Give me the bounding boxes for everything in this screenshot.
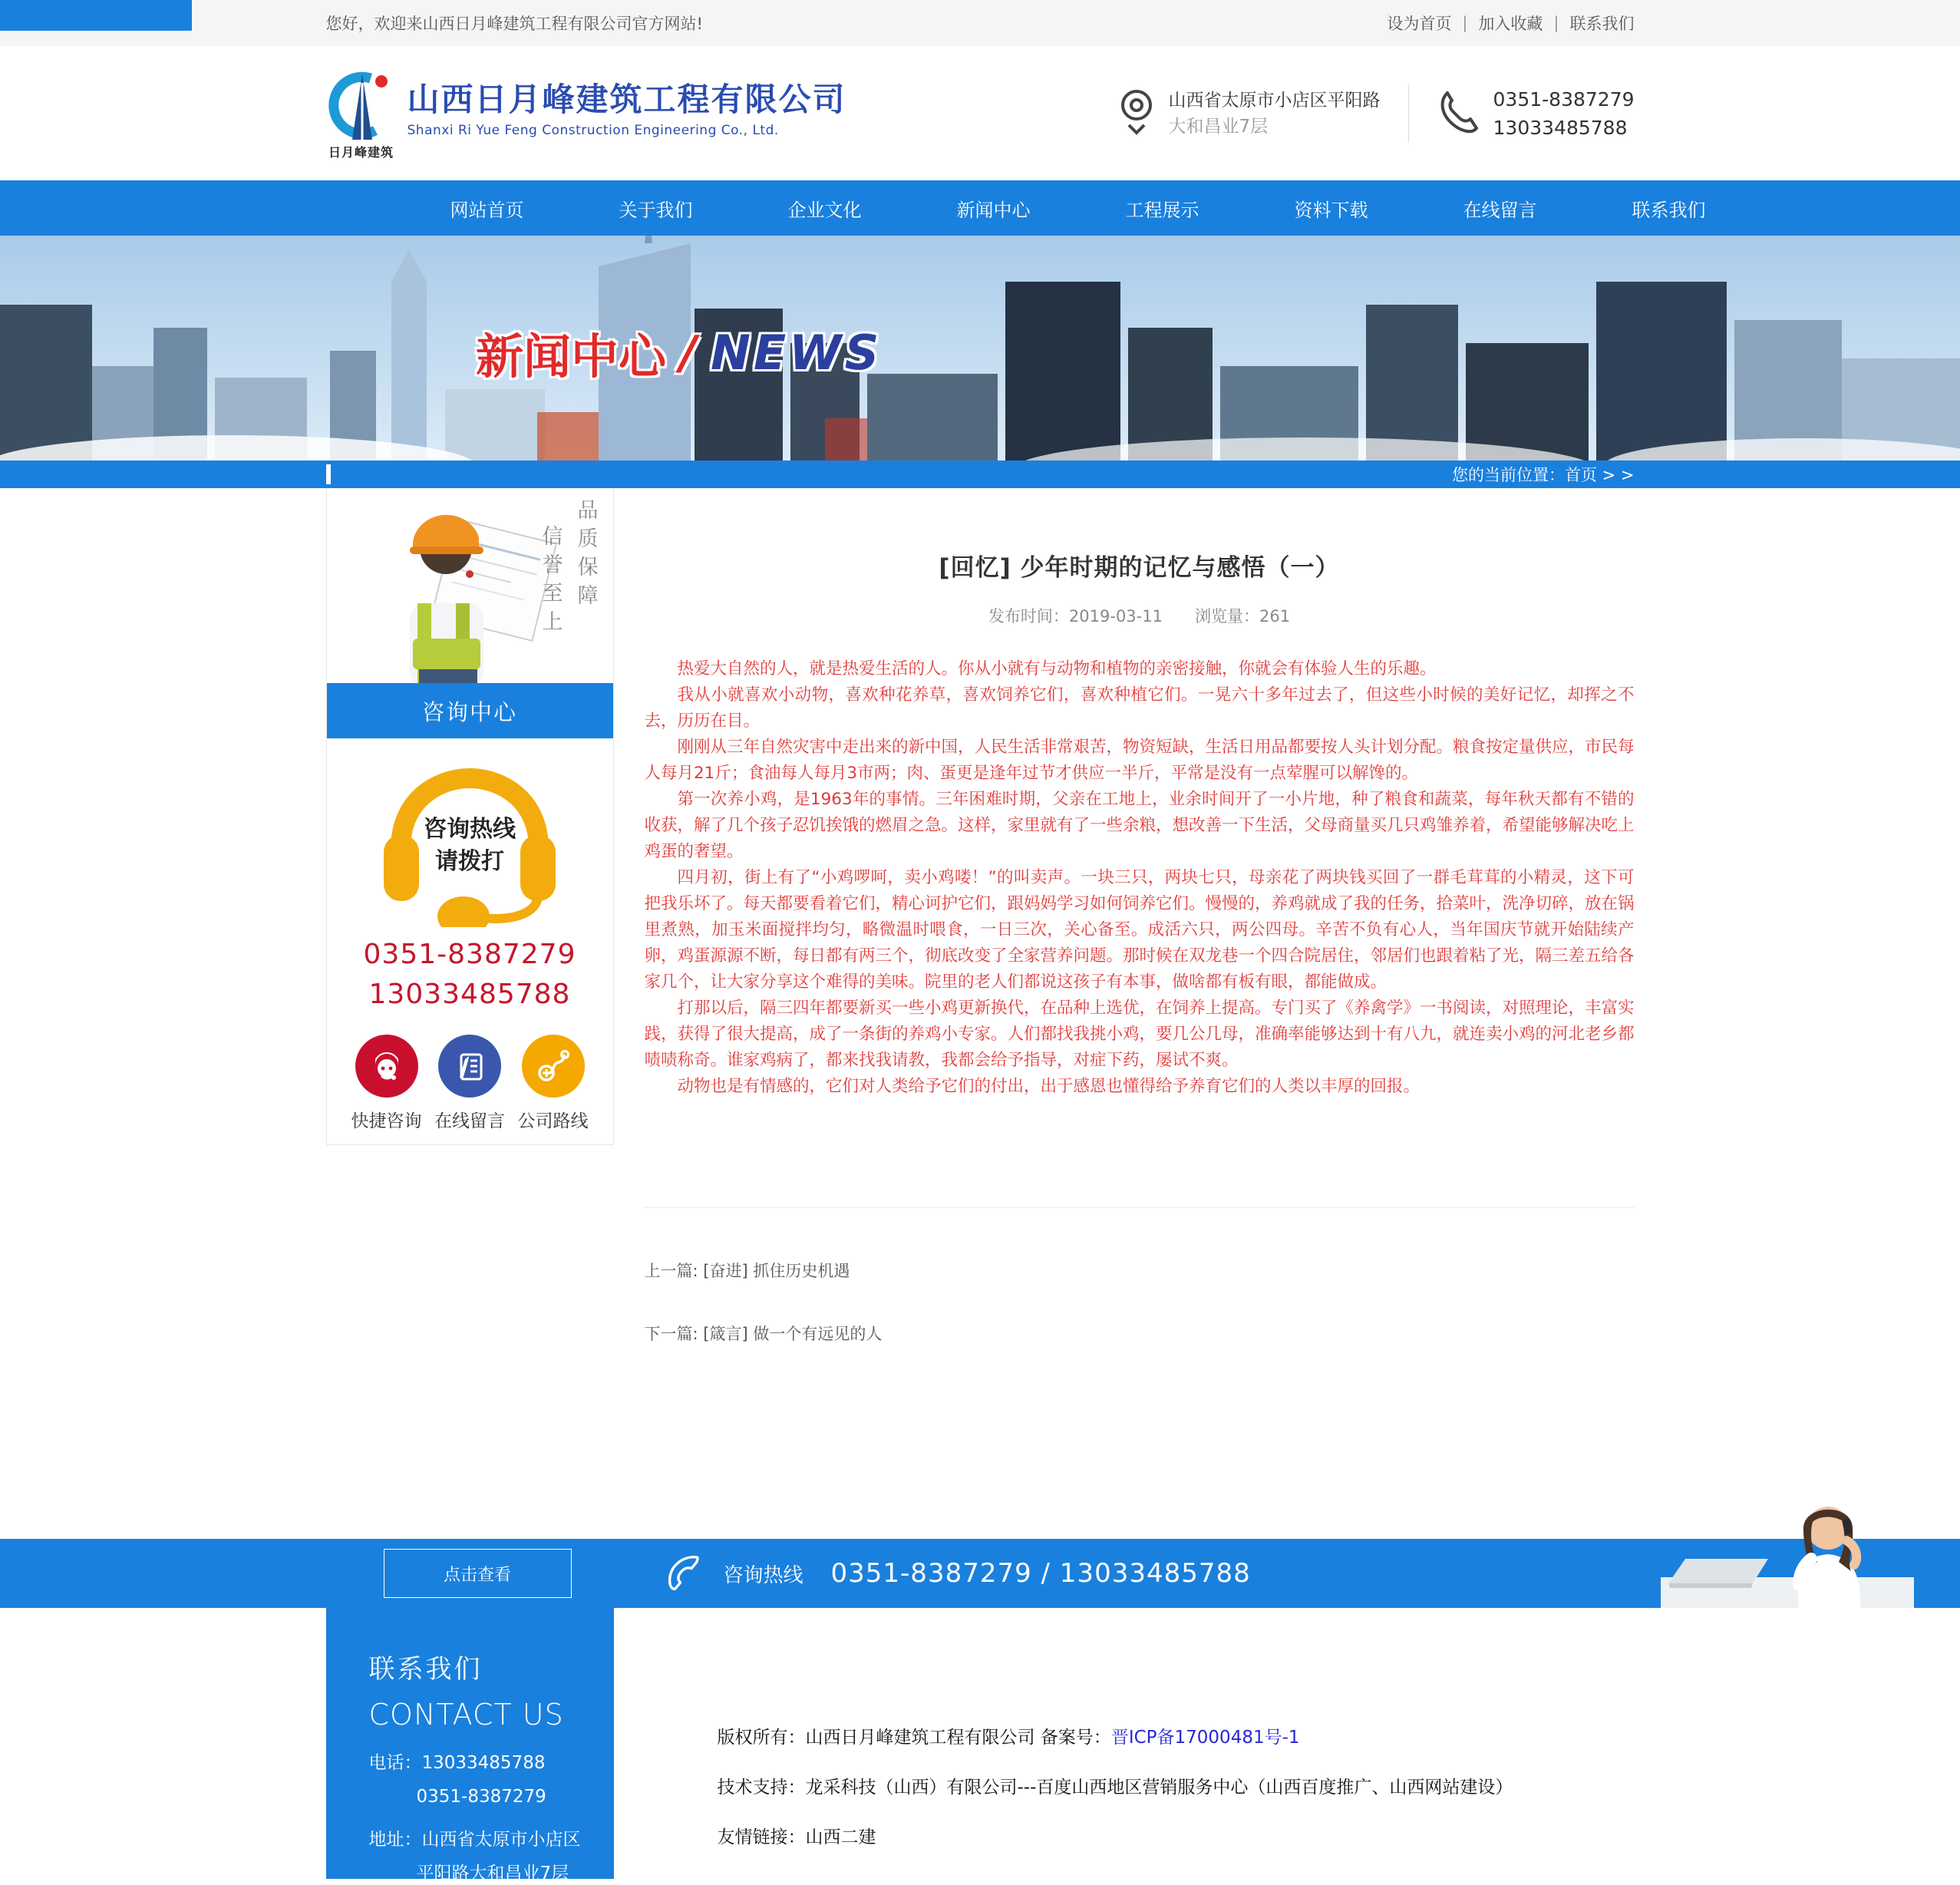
- company-logo[interactable]: [326, 66, 846, 160]
- views-count: 261: [1259, 607, 1291, 626]
- paragraph: 热爱大自然的人，就是热爱生活的人。你从小就有与动物和植物的亲密接触，你就会有体验人生的乐趣。: [677, 659, 1437, 678]
- contact-addr-line2: 平阳路大和昌业7层: [416, 1864, 569, 1883]
- quick-consult-icon: [355, 1035, 418, 1098]
- contact-addr-line1: 地址：山西省太原市小店区: [368, 1830, 581, 1850]
- online-message-button[interactable]: 在线留言: [434, 1035, 505, 1132]
- location-pin-icon: [1117, 87, 1157, 140]
- header-phone2: 13033485788: [1493, 116, 1628, 139]
- breadcrumb-home-link[interactable]: 首页: [1564, 466, 1597, 484]
- footer-hotline-numbers: 0351-8387279 / 13033485788: [830, 1558, 1251, 1589]
- contact-us-link[interactable]: 联系我们: [1569, 15, 1635, 33]
- publish-label: 发布时间：: [988, 607, 1069, 626]
- headset-icon: [370, 764, 569, 927]
- header: [0, 46, 1960, 180]
- paragraph: 刚刚从三年自然灾害中走出来的新中国，人民生活非常艰苦，物资短缺，生活日用品都要按人头计划分配。粮食按定量供应，市民每人每月21斤；食油每人每月3市两；肉、蛋更是逢年过节才供应一半斤，平常是没有一点荤腥可以解馋的。: [644, 738, 1635, 783]
- paragraph: 四月初，街上有了“小鸡啰呵，卖小鸡喽！”的叫卖声。一块三只，两块七只，母亲花了两块钱买回了一群毛茸茸的小精灵，这下可把我乐坏了。每天都要看着它们，精心诃护它们，跟妈妈学习如何饲养它们。慢慢的，养鸡就成了我的任务，拾菜叶，洗净切碎，放在锅里煮熟，加玉米面搅拌均匀，略微温时喂食，一日三次，关心备至。成活六只，两公四母。辛苦不负有心人，当年国庆节就开始陆续产卵，鸡蛋源源不断，每日都有两三个，彻底改变了全家营养问题。那时候在双龙巷一个四合院居住，邻居们也跟着粘了光，隔三差五给各家几个，让大家分享这个难得的美味。院里的老人们都说这孩子有本事，做啥都有板有眼，都能做成。: [644, 868, 1635, 992]
- company-name-en: Shanxi Ri Yue Feng Construction Engineering Co., Ltd.: [407, 123, 779, 138]
- view-button[interactable]: 点击查看: [384, 1549, 572, 1598]
- set-homepage-link[interactable]: 设为首页: [1387, 15, 1452, 33]
- message-icon: [438, 1035, 501, 1098]
- icp-link[interactable]: 晋ICP备17000481号-1: [1110, 1728, 1300, 1748]
- tech-support-text: 技术支持：龙采科技（山西）有限公司---百度山西地区营销服务中心（山西百度推广、山西网站建设）: [717, 1778, 1513, 1798]
- banner-slash: /: [680, 325, 697, 380]
- next-label: 下一篇:: [644, 1325, 704, 1343]
- article-title: [回忆] 少年时期的记忆与感悟（一）: [939, 554, 1340, 582]
- caption-quality: 品质保障: [573, 499, 598, 612]
- prev-article-link[interactable]: [奋进] 抓住历史机遇: [703, 1262, 850, 1280]
- separator: |: [1553, 14, 1559, 32]
- views-label: 浏览量：: [1194, 607, 1259, 626]
- nav-item-culture[interactable]: 企业文化: [787, 199, 862, 221]
- sidebar-phone2: 13033485788: [368, 979, 571, 1010]
- prev-label: 上一篇:: [644, 1262, 704, 1280]
- add-favorite-link[interactable]: 加入收藏: [1478, 15, 1543, 33]
- footer-contact-box: [326, 1608, 614, 1883]
- customer-service-photo: [1653, 1485, 1914, 1608]
- footer-hotline-label: 咨询热线: [723, 1563, 803, 1587]
- paragraph: 第一次养小鸡，是1963年的事情。三年困难时期，父亲在工地上，业余时间开了一小片地，种了粮食和蔬菜，每年秋天都有不错的收获，解了几个孩子忍饥挨饿的燃眉之急。这样，家里就有了一些余粮，想改善一下生活，父母商量买几只鸡雏养着，希望能够解决吃上鸡蛋的奢望。: [644, 790, 1635, 861]
- footer-hotline-bar: [0, 1539, 1960, 1608]
- nav-item-about[interactable]: 关于我们: [619, 199, 693, 221]
- city-skyline-photo: [0, 236, 1960, 461]
- worker-photo: [327, 488, 613, 683]
- breadcrumb-arrows: > >: [1596, 466, 1635, 484]
- nav-item-home[interactable]: 网站首页: [450, 199, 524, 221]
- article-body: [645, 656, 1635, 1100]
- paragraph: 打那以后，隔三四年都要新买一些小鸡更新换代，在品种上选优，在饲养上提高。专门买了《养禽学》一书阅读，对照理论，丰富实践，获得了很大提高，成了一条街的养鸡小专家。人们都找我挑小鸡，要几公几母，准确率能够达到十有八九，就连卖小鸡的河北老乡都啧啧称奇。谁家鸡病了，都来找我请教，我都会给予指导，对症下药，屡试不爽。: [644, 999, 1635, 1070]
- sidebar-phone1: 0351-8387279: [363, 939, 576, 970]
- company-name-cn: 山西日月峰建筑工程有限公司: [407, 81, 846, 118]
- news-banner: [0, 236, 1960, 461]
- publish-date: 2019-03-11: [1068, 607, 1163, 626]
- quick-consult-button[interactable]: 快捷咨询: [351, 1035, 422, 1132]
- next-article: [645, 1322, 1635, 1345]
- contact-phone-line1: 电话：13033485788: [368, 1753, 546, 1773]
- footer: [0, 1608, 1960, 1883]
- nav-item-contact[interactable]: 联系我们: [1632, 199, 1706, 221]
- next-article-link[interactable]: [箴言] 做一个有远见的人: [703, 1325, 883, 1343]
- hotline-label: 咨询热线 请拨打: [424, 816, 516, 875]
- separator: |: [1462, 14, 1468, 32]
- copyright-text: 版权所有：山西日月峰建筑工程有限公司 备案号：: [717, 1728, 1111, 1748]
- prev-article: [645, 1259, 1635, 1282]
- banner-title-en: NEWS: [710, 325, 883, 381]
- nav-item-news[interactable]: 新闻中心: [956, 199, 1031, 221]
- caption-reputation: 信誉至上: [538, 525, 563, 639]
- logo-icon: [326, 66, 397, 146]
- friend-links-label: 友情链接：: [717, 1827, 806, 1847]
- contact-phone-line2: 0351-8387279: [416, 1787, 546, 1807]
- main-nav: [0, 180, 1960, 236]
- paragraph: 我从小就喜欢小动物，喜欢种花养草，喜欢饲养它们，喜欢种植它们。一晃六十多年过去了，但这些小时候的美好记忆，却挥之不去，历历在目。: [644, 685, 1635, 731]
- consult-center-bar: 咨询中心: [327, 683, 613, 738]
- company-route-button[interactable]: 公司路线: [518, 1035, 589, 1132]
- contact-title-cn: 联系我们: [368, 1654, 483, 1685]
- nav-item-downloads[interactable]: 资料下载: [1294, 199, 1368, 221]
- friend-link[interactable]: 山西二建: [805, 1827, 876, 1847]
- sidebar: [326, 488, 614, 1145]
- welcome-text: 您好，欢迎来山西日月峰建筑工程有限公司官方网站!: [325, 15, 703, 33]
- contact-title-en: CONTACT US: [368, 1698, 564, 1731]
- nav-item-projects[interactable]: 工程展示: [1125, 199, 1199, 221]
- banner-title: [476, 319, 882, 387]
- top-left-blue-strip: [0, 0, 192, 31]
- breadcrumb-prefix: 您的当前位置：: [1451, 466, 1565, 484]
- logo-caption: 日月峰建筑: [328, 145, 394, 160]
- paragraph: 动物也是有情感的，它们对人类给予它们的付出，出于感恩也懂得给予养育它们的人类以丰厚的回报。: [677, 1077, 1421, 1096]
- phone-icon: [1437, 87, 1481, 140]
- header-address-line1: 山西省太原市小店区平阳路: [1168, 90, 1381, 111]
- header-phone1: 0351-8387279: [1493, 87, 1635, 111]
- route-icon: [522, 1035, 585, 1098]
- banner-title-cn: 新闻中心: [476, 328, 667, 385]
- article: [614, 488, 1635, 1539]
- article-meta: [645, 604, 1635, 627]
- article-divider: [645, 1207, 1635, 1208]
- header-divider: [1408, 84, 1409, 143]
- nav-item-message[interactable]: 在线留言: [1463, 199, 1537, 221]
- breadcrumb: [0, 461, 1960, 488]
- footer-phone-icon: [662, 1549, 702, 1598]
- breadcrumb-tick: [326, 464, 331, 484]
- main-content: [326, 488, 1635, 1539]
- topbar: [0, 0, 1960, 46]
- header-address-line2: 大和昌业7层: [1168, 116, 1269, 137]
